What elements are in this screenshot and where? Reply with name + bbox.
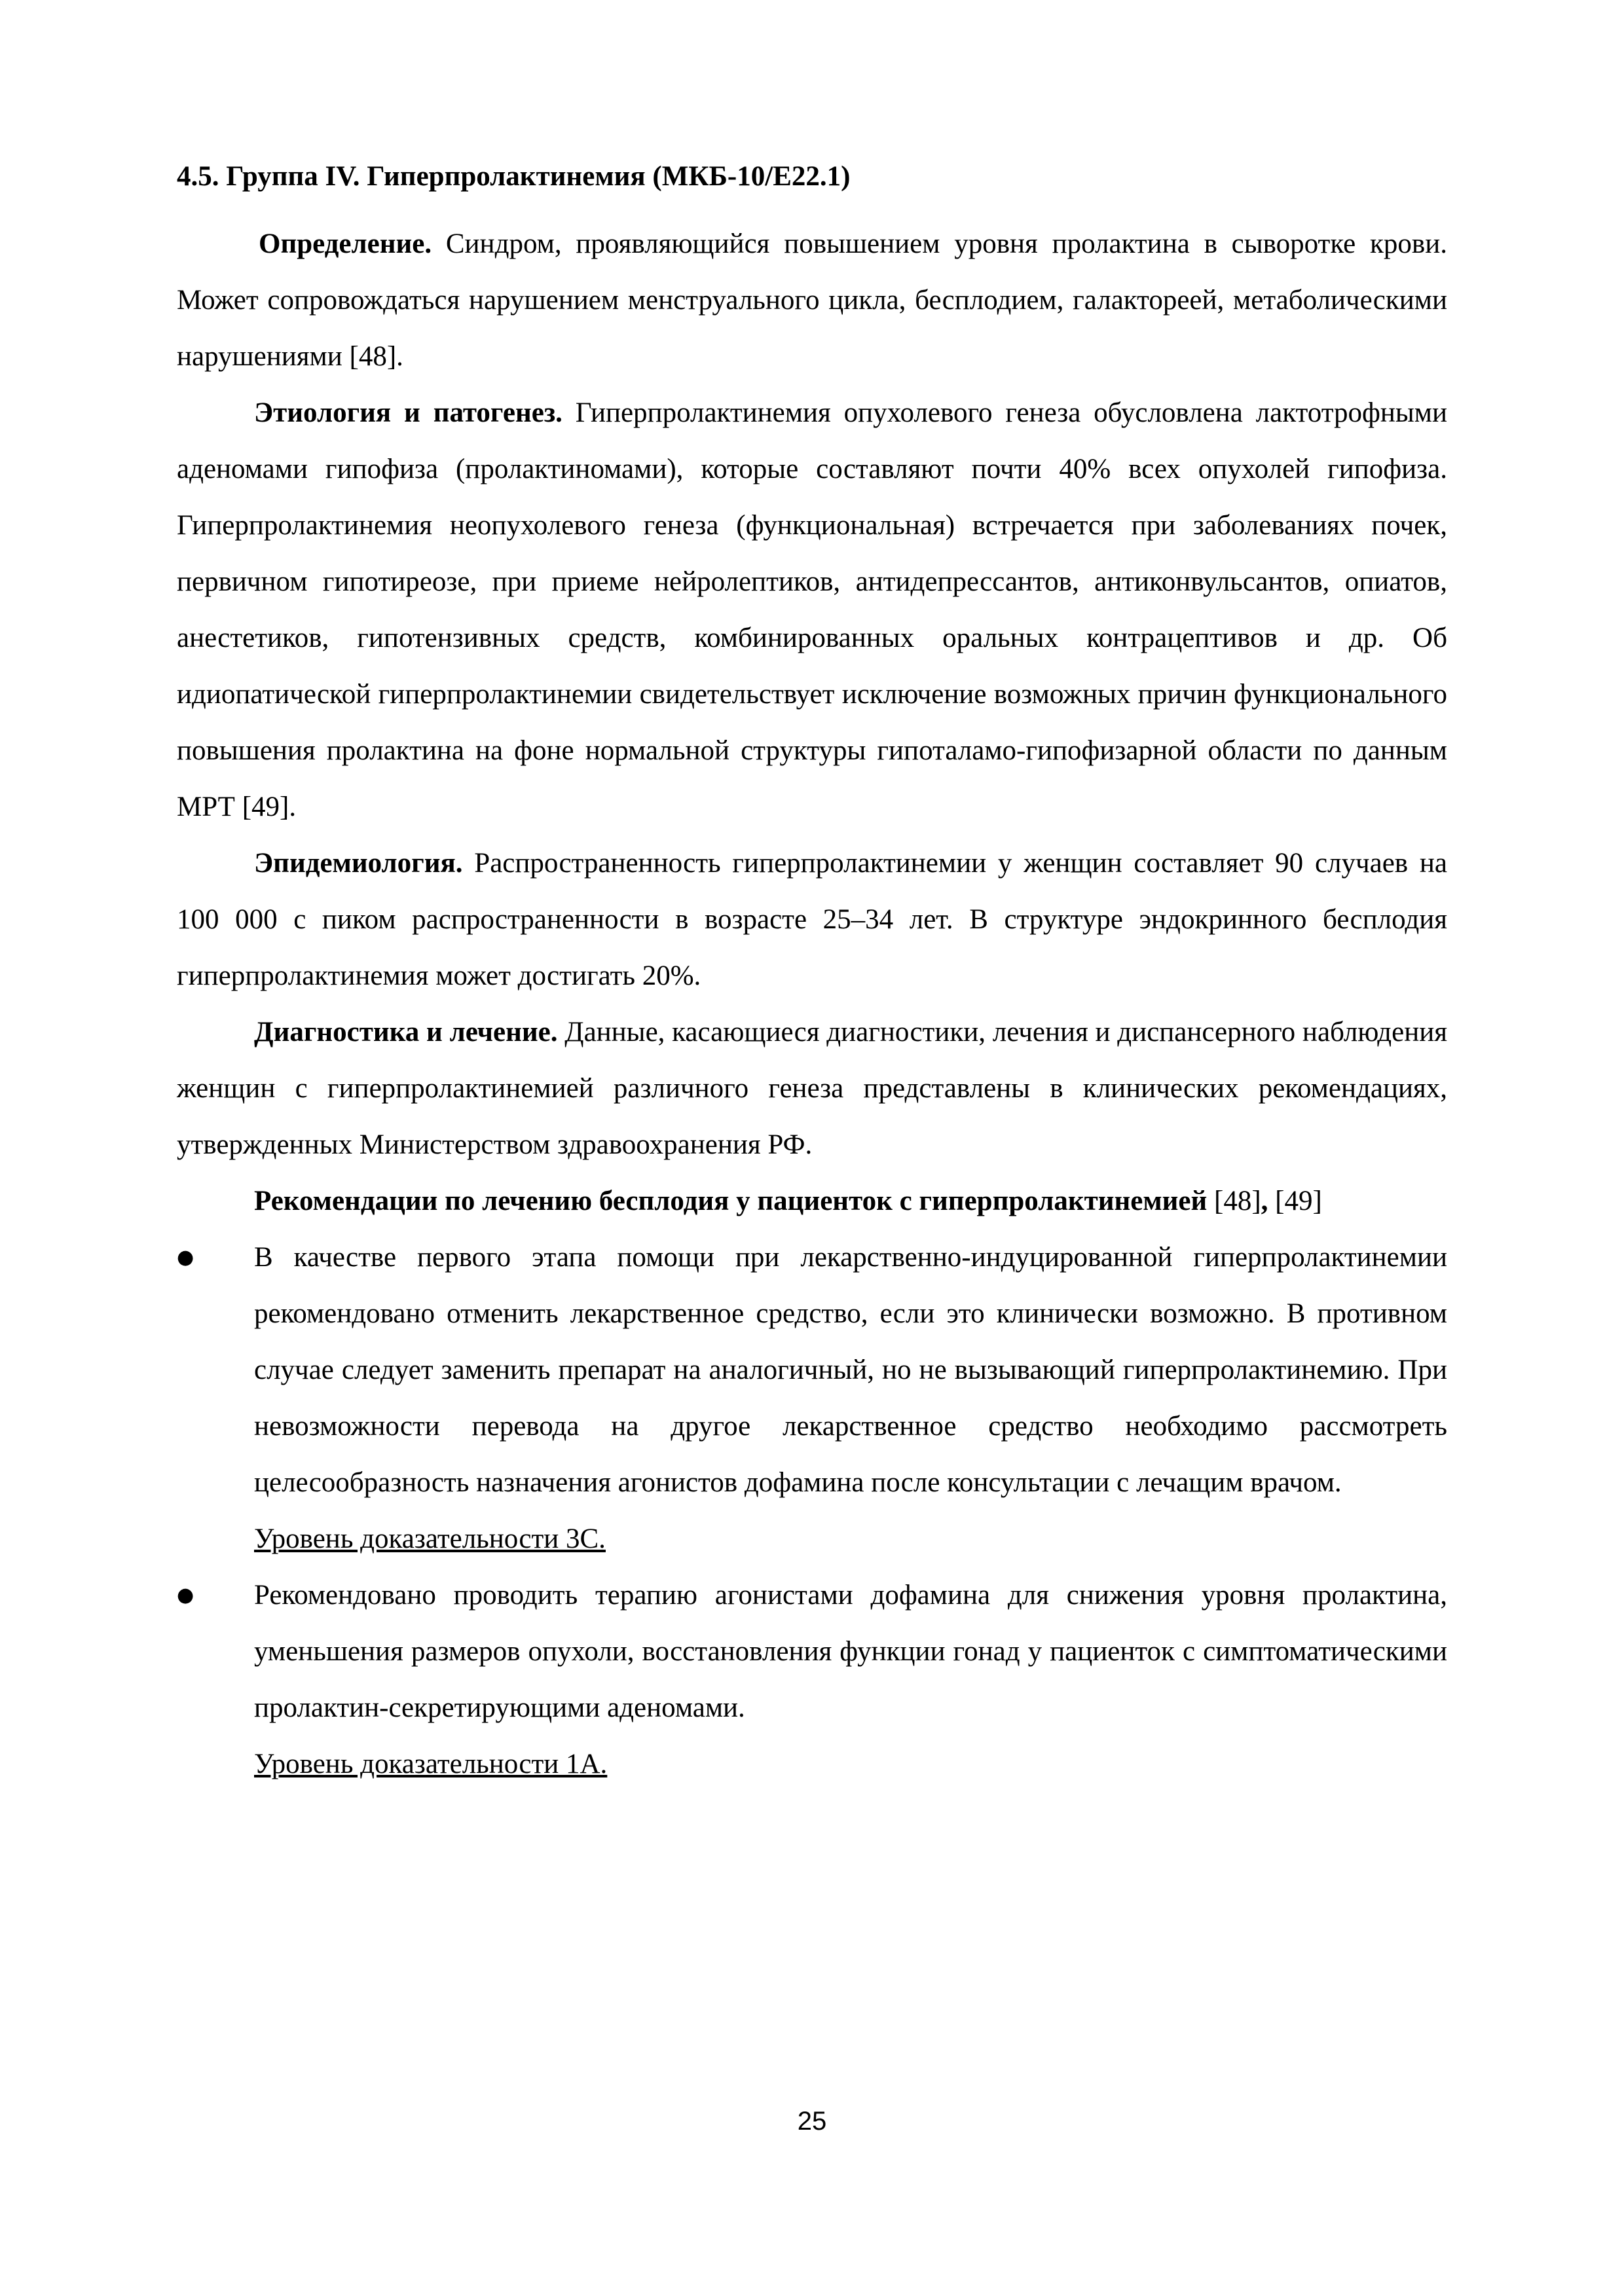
definition-paragraph (177, 216, 1447, 385)
recommendation-text: В качестве первого этапа помощи при лекарственно-индуцированной гиперпролактинемии рекомендовано отменить лекарственное средство, если это клинически возможно. В противном случае следует заменить препарат на аналогичный, но не вызывающий гиперпролактинемию. При невозможности перевода на другое лекарственное средство необходимо рассмотреть целесообразность назначения агонистов дофамина после консультации с лечащим врачом. (254, 1242, 1447, 1498)
diagnostics-label: Диагностика и лечение. (254, 1017, 558, 1048)
evidence-level: Уровень доказательности 1А. (254, 1749, 608, 1779)
evidence-level: Уровень доказательности 3С. (254, 1523, 606, 1554)
recommendation-item (177, 1567, 1447, 1793)
recommendation-item (177, 1230, 1447, 1567)
epidemiology-text: Распространенность гиперпролактинемии у женщин составляет 90 случаев на 100 000 с пиком распространенности в возрасте 25–34 лет. В структуре эндокринного бесплодия гиперпролактинемия может достигать 20%. (177, 848, 1447, 991)
recommendations-ref-49: [49] (1268, 1186, 1322, 1216)
recommendations-list (177, 1230, 1447, 1793)
etiology-paragraph (177, 385, 1447, 835)
epidemiology-paragraph (177, 835, 1447, 1004)
recommendations-heading (177, 1173, 1447, 1230)
diagnostics-paragraph (177, 1004, 1447, 1173)
definition-text: Синдром, проявляющийся повышением уровня пролактина в сыворотке крови. Может сопровождаться нарушением менструального цикла, бесплодием, галактореей, метаболическими нарушениями [48]. (177, 228, 1447, 372)
definition-label: Определение. (259, 228, 432, 259)
epidemiology-label: Эпидемиология. (254, 848, 463, 879)
etiology-label: Этиология и патогенез. (254, 397, 563, 428)
recommendations-ref-48: [48] (1207, 1186, 1261, 1216)
bullet-icon: ● (177, 1584, 194, 1607)
diagnostics-text: Данные, касающиеся диагностики, лечения и диспансерного наблюдения женщин с гиперпролактинемией различного генеза представлены в клинических рекомендациях, утвержденных Министерством здравоохранения РФ. (177, 1017, 1448, 1160)
section-heading: 4.5. Группа IV. Гиперпролактинемия (МКБ-10/Е22.1) (177, 161, 851, 192)
page-number: 25 (797, 2107, 827, 2136)
recommendations-label: Рекомендации по лечению бесплодия у пациенток с гиперпролактинемией (254, 1186, 1208, 1216)
bullet-icon: ● (177, 1246, 194, 1269)
document-page (177, 137, 1447, 1793)
recommendations-comma: , (1261, 1186, 1268, 1216)
recommendation-text: Рекомендовано проводить терапию агонистами дофамина для снижения уровня пролактина, уменьшения размеров опухоли, восстановления функции гонад у пациенток с симптоматическими пролактин-секретирующими аденомами. (254, 1580, 1447, 1723)
etiology-text: Гиперпролактинемия опухолевого генеза обусловлена лактотрофными аденомами гипофиза (пролактиномами), которые составляют почти 40% всех опухолей гипофиза. Гиперпролактинемия неопухолевого генеза (функциональная) встречается при заболеваниях почек, первичном гипотиреозе, при приеме нейролептиков, антидепрессантов, антиконвульсантов, опиатов, анестетиков, гипотензивных средств, комбинированных оральных контрацептивов и др. Об идиопатической гиперпролактинемии свидетельствует исключение возможных причин функционального повышения пролактина на фоне нормальной структуры гипоталамо-гипофизарной области по данным МРТ [49]. (177, 397, 1447, 822)
